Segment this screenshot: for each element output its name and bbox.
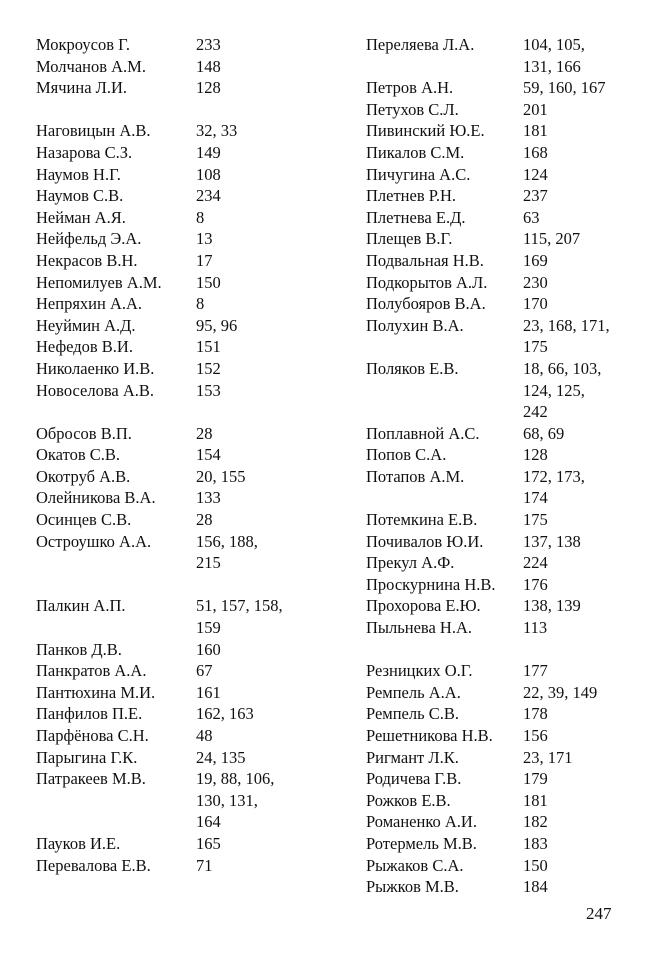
- page-references: 150: [523, 855, 548, 875]
- page-references: 32, 33: [196, 121, 238, 141]
- author-name: Наумов Н.Г.: [36, 164, 121, 184]
- index-entry: [36, 725, 326, 747]
- author-name: Потемкина Е.В.: [366, 510, 478, 530]
- author-name: Плетнева Е.Д.: [366, 207, 466, 227]
- page-references: 181: [523, 121, 548, 141]
- page-references: 128: [196, 78, 221, 98]
- author-name: Панфилов П.Е.: [36, 704, 143, 724]
- author-name: Панков Д.В.: [36, 639, 122, 659]
- index-entry: [366, 293, 646, 315]
- page-references: 24, 135: [196, 747, 246, 767]
- page-references: 183: [523, 833, 548, 853]
- author-name: Прекул А.Ф.: [366, 553, 455, 573]
- author-name: Поплавной А.С.: [366, 423, 480, 443]
- author-name: Попов С.А.: [366, 445, 447, 465]
- author-name: Плетнев Р.Н.: [366, 186, 457, 206]
- index-entry: [36, 228, 326, 250]
- page-references: 168: [523, 142, 548, 162]
- author-name: Мячина Л.И.: [36, 78, 128, 98]
- author-name: Перевалова Е.В.: [36, 855, 151, 875]
- author-name: Рыжков М.В.: [366, 877, 459, 897]
- page-references: 17: [196, 250, 213, 270]
- page-references: 8: [196, 207, 205, 227]
- index-entry: [366, 552, 646, 574]
- page-references: 150: [196, 272, 221, 292]
- author-name: Патракеев М.В.: [36, 769, 146, 789]
- page-references: 67: [196, 661, 213, 681]
- author-name: Панкратов А.А.: [36, 661, 147, 681]
- index-entry: [36, 444, 326, 466]
- index-entry: [366, 790, 646, 812]
- index-entry: [366, 531, 646, 553]
- author-name: Рожков Е.В.: [366, 790, 451, 810]
- index-entry: [366, 358, 646, 423]
- page-references: 51, 157, 158, 159: [196, 596, 283, 638]
- index-entry: [366, 99, 646, 121]
- page-references: 128: [523, 445, 548, 465]
- author-name: Палкин А.П.: [36, 596, 126, 616]
- page-references: 137, 138: [523, 531, 581, 551]
- author-name: Романенко А.И.: [366, 812, 477, 832]
- index-entry: [36, 639, 326, 661]
- index-entry: [36, 595, 326, 638]
- page-references: 181: [523, 790, 548, 810]
- page-references: 162, 163: [196, 704, 254, 724]
- index-entry: [366, 703, 646, 725]
- page-references: 176: [523, 574, 548, 594]
- index-entry: [36, 660, 326, 682]
- page-references: 18, 66, 103, 124, 125, 242: [523, 358, 602, 422]
- index-entry: [36, 747, 326, 769]
- index-entry: [36, 315, 326, 337]
- page-references: 152: [196, 358, 221, 378]
- author-name: Ремпель С.В.: [366, 704, 460, 724]
- index-entry: [366, 660, 646, 682]
- page-references: 184: [523, 877, 548, 897]
- index-entry: [366, 811, 646, 833]
- index-entry: [366, 77, 646, 99]
- author-name: Ригмант Л.К.: [366, 747, 459, 767]
- page-references: 28: [196, 423, 213, 443]
- index-entry: [36, 164, 326, 186]
- page-references: 160: [196, 639, 221, 659]
- index-entry: [36, 768, 326, 833]
- index-entry: [366, 228, 646, 250]
- page-references: 154: [196, 445, 221, 465]
- author-name: Петров А.Н.: [366, 78, 454, 98]
- page-references: 172, 173, 174: [523, 466, 585, 508]
- page-references: 23, 168, 171, 175: [523, 315, 610, 357]
- page-references: 115, 207: [523, 229, 581, 249]
- author-name: Парыгина Г.К.: [36, 747, 138, 767]
- index-entry: [36, 293, 326, 315]
- page-references: 133: [196, 488, 221, 508]
- page-references: 156: [523, 726, 548, 745]
- author-name: Поляков Е.В.: [366, 358, 459, 378]
- page-references: 224: [523, 553, 548, 573]
- page-references: 234: [196, 186, 221, 206]
- index-entry: [36, 34, 326, 56]
- author-name: Полухин В.А.: [366, 315, 464, 335]
- author-name: Мокроусов Г.: [36, 35, 130, 54]
- author-name: Рыжаков С.А.: [366, 855, 464, 875]
- author-name: Некрасов В.Н.: [36, 250, 138, 270]
- author-name: Неуймин А.Д.: [36, 315, 136, 335]
- page-references: 95, 96: [196, 315, 238, 335]
- index-entry: [366, 272, 646, 294]
- index-entry: [366, 768, 646, 790]
- page-references: 169: [523, 250, 548, 270]
- author-name: Ремпель А.А.: [366, 682, 461, 702]
- index-entry: [36, 380, 326, 402]
- author-name: Обросов В.П.: [36, 423, 132, 443]
- index-entry: [36, 423, 326, 445]
- index-entry: [366, 444, 646, 466]
- index-entry: [366, 855, 646, 877]
- page-references: 108: [196, 164, 221, 184]
- page-references: 138, 139: [523, 596, 581, 616]
- author-name: Нейфельд Э.А.: [36, 229, 142, 249]
- author-name: Остроушко А.А.: [36, 531, 152, 551]
- index-entry: [366, 509, 646, 531]
- index-entry: [366, 682, 646, 704]
- index-entry: [36, 185, 326, 207]
- index-entry: [366, 876, 646, 898]
- author-name: Осинцев С.В.: [36, 510, 132, 530]
- index-entry: [36, 682, 326, 704]
- page-references: 165: [196, 833, 221, 853]
- index-entry: [36, 855, 326, 877]
- author-name: Окатов С.В.: [36, 445, 120, 465]
- page-references: 153: [196, 380, 221, 400]
- index-entry: [36, 531, 326, 574]
- entry-gap: [36, 99, 326, 121]
- page-references: 124: [523, 164, 548, 184]
- author-name: Плещев В.Г.: [366, 229, 453, 249]
- author-name: Назарова С.З.: [36, 142, 133, 162]
- page-references: 22, 39, 149: [523, 682, 598, 702]
- index-entry: [36, 207, 326, 229]
- page-references: 182: [523, 812, 548, 832]
- page-number: 247: [586, 904, 612, 923]
- author-name: Резницких О.Г.: [366, 661, 473, 681]
- page-references: 113: [523, 618, 548, 638]
- author-name: Потапов А.М.: [366, 466, 465, 486]
- author-name: Пичугина А.С.: [366, 164, 471, 184]
- page-references: 161: [196, 682, 221, 702]
- page-references: 175: [523, 510, 548, 530]
- author-name: Почивалов Ю.И.: [366, 531, 484, 551]
- page-references: 149: [196, 142, 221, 162]
- author-name: Олейникова В.А.: [36, 488, 156, 508]
- page-references: 237: [523, 186, 548, 206]
- page-references: 20, 155: [196, 466, 246, 486]
- index-entry: [366, 833, 646, 855]
- index-entry: [36, 77, 326, 99]
- index-entry: [36, 272, 326, 294]
- page-references: 148: [196, 56, 221, 76]
- author-name: Нейман А.Я.: [36, 207, 126, 227]
- index-entry: [366, 250, 646, 272]
- author-name: Полубояров В.А.: [366, 294, 486, 314]
- author-name: Николаенко И.В.: [36, 358, 155, 378]
- entry-gap: [366, 639, 646, 661]
- index-entry: [366, 185, 646, 207]
- index-entry: [366, 120, 646, 142]
- index-entry: [366, 466, 646, 509]
- author-name: Наговицын А.В.: [36, 121, 151, 141]
- page-references: 230: [523, 272, 548, 292]
- index-entry: [36, 142, 326, 164]
- author-name: Петухов С.Л.: [366, 99, 459, 119]
- page-references: 68, 69: [523, 423, 565, 443]
- page-references: 59, 160, 167: [523, 78, 606, 98]
- page-references: 8: [196, 294, 205, 314]
- entry-gap: [36, 574, 326, 596]
- author-name: Пивинский Ю.Е.: [366, 121, 485, 141]
- page-references: 104, 105, 131, 166: [523, 35, 585, 76]
- index-entry: [366, 207, 646, 229]
- index-entry: [366, 423, 646, 445]
- index-entry: [366, 164, 646, 186]
- page-references: 156, 188, 215: [196, 531, 258, 573]
- index-column-left: [36, 34, 326, 876]
- author-name: Родичева Г.В.: [366, 769, 462, 789]
- page-references: 178: [523, 704, 548, 724]
- author-name: Подвальная Н.В.: [366, 250, 484, 270]
- entry-gap: [36, 401, 326, 423]
- index-entry: [36, 336, 326, 358]
- author-name: Парфёнова С.Н.: [36, 726, 149, 745]
- index-entry: [366, 34, 646, 77]
- index-entry: [36, 509, 326, 531]
- author-name: Окотруб А.В.: [36, 466, 131, 486]
- author-name: Проскурнина Н.В.: [366, 574, 496, 594]
- author-name: Пауков И.Е.: [36, 833, 121, 853]
- index-entry: [36, 120, 326, 142]
- page-references: 48: [196, 726, 213, 745]
- page-references: 13: [196, 229, 213, 249]
- author-name: Ротермель М.В.: [366, 833, 477, 853]
- page-references: 19, 88, 106, 130, 131, 164: [196, 769, 275, 832]
- index-column-right: [366, 34, 646, 898]
- index-entry: [36, 487, 326, 509]
- author-name: Переляева Л.А.: [366, 35, 475, 54]
- author-name: Прохорова Е.Ю.: [366, 596, 481, 616]
- author-name: Пыльнева Н.А.: [366, 618, 473, 638]
- author-name: Решетникова Н.В.: [366, 726, 493, 745]
- index-entry: [366, 574, 646, 596]
- page-references: 151: [196, 337, 221, 357]
- index-entry: [366, 142, 646, 164]
- author-name: Пантюхина М.И.: [36, 682, 156, 702]
- index-entry: [366, 725, 646, 747]
- index-entry: [366, 617, 646, 639]
- page-references: 177: [523, 661, 548, 681]
- index-entry: [36, 833, 326, 855]
- author-name: Нефедов В.И.: [36, 337, 133, 357]
- index-entry: [36, 56, 326, 78]
- page-references: 63: [523, 207, 540, 227]
- index-entry: [366, 595, 646, 617]
- author-name: Непряхин А.А.: [36, 294, 143, 314]
- page-references: 71: [196, 855, 213, 875]
- author-name: Подкорытов А.Л.: [366, 272, 488, 292]
- author-name: Непомилуев А.М.: [36, 272, 162, 292]
- page-references: 28: [196, 510, 213, 530]
- page-references: 23, 171: [523, 747, 573, 767]
- index-entry: [36, 358, 326, 380]
- page-references: 179: [523, 769, 548, 789]
- author-name: Наумов С.В.: [36, 186, 124, 206]
- index-entry: [36, 466, 326, 488]
- page-references: 170: [523, 294, 548, 314]
- author-name: Пикалов С.М.: [366, 142, 465, 162]
- index-entry: [366, 315, 646, 358]
- page-references: 201: [523, 99, 548, 119]
- author-name: Молчанов А.М.: [36, 56, 146, 76]
- index-entry: [36, 703, 326, 725]
- author-name: Новоселова А.В.: [36, 380, 155, 400]
- page-references: 233: [196, 35, 221, 54]
- index-entry: [366, 747, 646, 769]
- index-entry: [36, 250, 326, 272]
